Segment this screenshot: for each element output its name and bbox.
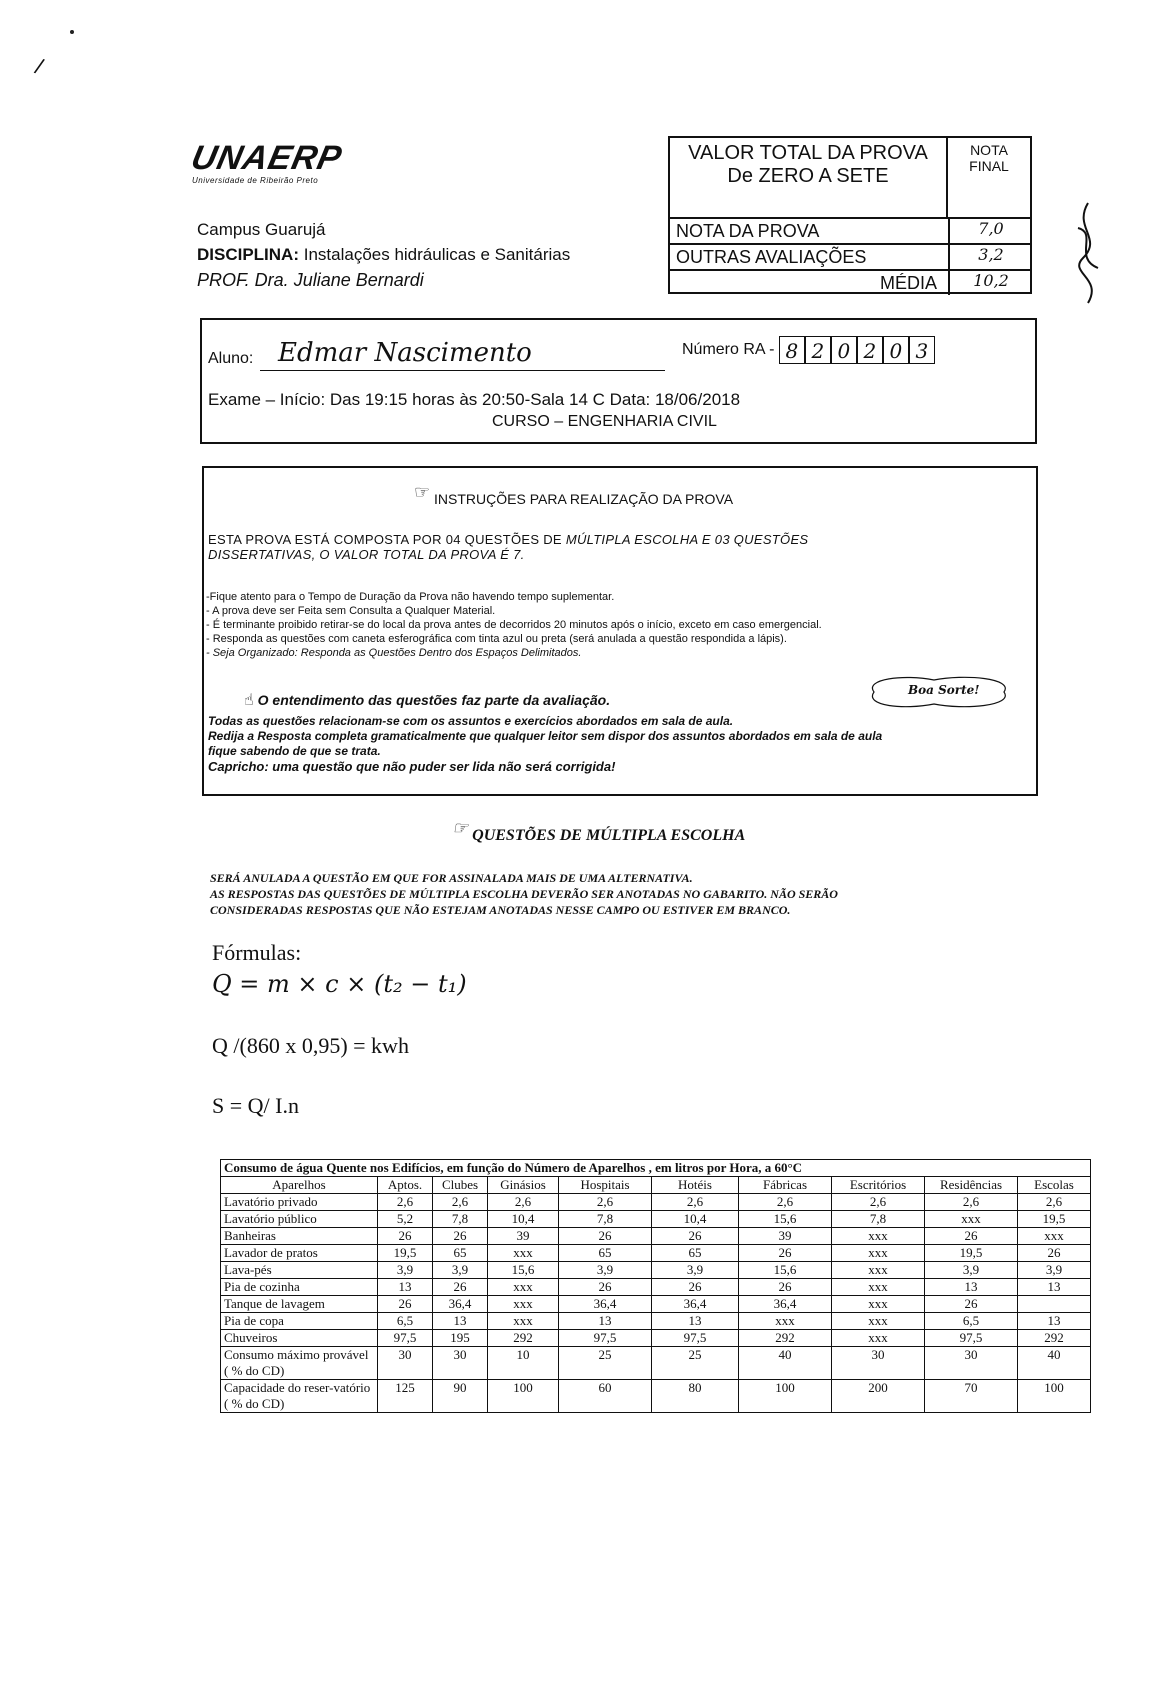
table-header-row (221, 1177, 1091, 1194)
value-cell: 30 (925, 1347, 1018, 1380)
pointing-hand-icon: ☞ (452, 818, 469, 838)
value-cell: xxx (488, 1245, 559, 1262)
table-header-cell: Escritórios (832, 1177, 925, 1194)
student-name-label: Aluno: (208, 350, 254, 367)
table-row (221, 1262, 1091, 1279)
ra-digit-box: 2 (857, 336, 883, 364)
value-cell: 13 (378, 1279, 433, 1296)
value-cell: 5,2 (378, 1211, 433, 1228)
value-cell: 292 (1018, 1330, 1091, 1347)
good-luck-cloud (864, 674, 1014, 710)
value-cell: xxx (488, 1313, 559, 1330)
table-row (221, 1228, 1091, 1245)
appliance-cell: Pia de cozinha (221, 1279, 378, 1296)
table-row (221, 1330, 1091, 1347)
total-value-line1: VALOR TOTAL DA PROVA (688, 142, 928, 164)
value-cell: 19,5 (378, 1245, 433, 1262)
ra-boxes (779, 339, 935, 363)
signature-scribble (1068, 198, 1108, 308)
ra-digit-box: 3 (909, 336, 935, 364)
appliance-cell: Capacidade do reser-vatório ( % do CD) (221, 1380, 378, 1413)
value-cell: 2,6 (925, 1194, 1018, 1211)
value-cell: 19,5 (1018, 1211, 1091, 1228)
mc-warning: CONSIDERADAS RESPOSTAS QUE NÃO ESTEJAM ANOTADAS NESSE CAMPO OU ESTIVER EM BRANCO. (210, 903, 791, 917)
value-cell: 26 (433, 1279, 488, 1296)
appliance-cell: Consumo máximo provável ( % do CD) (221, 1347, 378, 1380)
unaerp-logo (187, 139, 442, 195)
understanding-text: O entendimento das questões faz parte da avaliação. (257, 692, 611, 708)
value-cell: 7,8 (433, 1211, 488, 1228)
ra-field (682, 336, 935, 364)
value-cell (1018, 1296, 1091, 1313)
table-header-cell: Hospitais (559, 1177, 652, 1194)
value-cell: 39 (739, 1228, 832, 1245)
value-cell: 25 (559, 1347, 652, 1380)
final-grade-line2: FINAL (969, 158, 1009, 174)
rule-item: - Responda as questões com caneta esferográfica com tinta azul ou preta (será anulada a questão respondida a lápis). (206, 633, 787, 645)
appliance-cell: Lavatório privado (221, 1194, 378, 1211)
mc-warning: SERÁ ANULADA A QUESTÃO EM QUE FOR ASSINALADA MAIS DE UMA ALTERNATIVA. (210, 871, 693, 885)
value-cell: 70 (925, 1380, 1018, 1413)
value-cell: 15,6 (488, 1262, 559, 1279)
appliance-cell: Banheiras (221, 1228, 378, 1245)
value-cell: xxx (925, 1211, 1018, 1228)
other-assessments-label: OUTRAS AVALIAÇÕES (676, 247, 867, 267)
discipline-label: DISCIPLINA: (197, 245, 299, 264)
value-cell: 19,5 (925, 1245, 1018, 1262)
value-cell: 65 (652, 1245, 739, 1262)
value-cell: 6,5 (378, 1313, 433, 1330)
average-value: 10,2 (948, 271, 1032, 295)
ra-digit-box: 0 (831, 336, 857, 364)
value-cell: 3,9 (652, 1262, 739, 1279)
table-caption-row (221, 1160, 1091, 1177)
rule-item: - Seja Organizado: Responda as Questões Dentro dos Espaços Delimitados. (206, 647, 582, 659)
value-cell: 80 (652, 1380, 739, 1413)
value-cell: 10,4 (488, 1211, 559, 1228)
table-row (221, 1279, 1091, 1296)
discipline-line (197, 245, 570, 265)
value-cell: xxx (832, 1245, 925, 1262)
table-row (221, 1380, 1091, 1413)
value-cell: 100 (1018, 1380, 1091, 1413)
hot-water-consumption-table (220, 1159, 1091, 1413)
value-cell: xxx (832, 1262, 925, 1279)
table-row (221, 1245, 1091, 1262)
note-item: fique sabendo de que se trata. (208, 744, 381, 758)
value-cell: 292 (739, 1330, 832, 1347)
value-cell: 15,6 (739, 1262, 832, 1279)
value-cell: 3,9 (1018, 1262, 1091, 1279)
value-cell: xxx (832, 1296, 925, 1313)
course: CURSO – ENGENHARIA CIVIL (492, 413, 717, 430)
mc-warnings (210, 870, 1040, 918)
value-cell: 2,6 (832, 1194, 925, 1211)
value-cell: 97,5 (652, 1330, 739, 1347)
value-cell: 36,4 (433, 1296, 488, 1313)
value-cell: 25 (652, 1347, 739, 1380)
student-info-box (200, 318, 1037, 444)
total-value-line2: De ZERO A SETE (727, 165, 889, 187)
table-row (221, 1194, 1091, 1211)
table-row (221, 1296, 1091, 1313)
score-box (668, 136, 1032, 294)
table-header-cell: Aparelhos (221, 1177, 378, 1194)
instructions-title: INSTRUÇÕES PARA REALIZAÇÃO DA PROVA (434, 491, 734, 507)
value-cell: 26 (1018, 1245, 1091, 1262)
value-cell: 30 (832, 1347, 925, 1380)
value-cell: 3,9 (559, 1262, 652, 1279)
appliance-cell: Lavatório público (221, 1211, 378, 1228)
value-cell: 3,9 (378, 1262, 433, 1279)
understanding-line (244, 690, 610, 710)
appliance-cell: Chuveiros (221, 1330, 378, 1347)
value-cell: xxx (1018, 1228, 1091, 1245)
table-header-cell: Ginásios (488, 1177, 559, 1194)
final-grade-line1: NOTA (970, 142, 1008, 158)
appliance-cell: Pia de copa (221, 1313, 378, 1330)
table-row (221, 1347, 1091, 1380)
value-cell: 60 (559, 1380, 652, 1413)
scan-mark (70, 30, 74, 34)
value-cell: 292 (488, 1330, 559, 1347)
value-cell: 2,6 (433, 1194, 488, 1211)
value-cell: 13 (1018, 1313, 1091, 1330)
value-cell: 15,6 (739, 1211, 832, 1228)
instructions-box (202, 466, 1038, 796)
table-header-cell: Aptos. (378, 1177, 433, 1194)
value-cell: 26 (652, 1228, 739, 1245)
average-row (670, 271, 1030, 297)
value-cell: 26 (433, 1228, 488, 1245)
value-cell: 3,9 (925, 1262, 1018, 1279)
other-assessments-row (670, 245, 1030, 271)
formula-kwh: Q /(860 x 0,95) = kwh (212, 1033, 409, 1058)
student-name-field (208, 338, 688, 370)
value-cell: 97,5 (378, 1330, 433, 1347)
formulas-label: Fórmulas: (212, 940, 302, 965)
exam-grade-row (670, 219, 1030, 245)
value-cell: 65 (433, 1245, 488, 1262)
value-cell: 3,9 (433, 1262, 488, 1279)
value-cell: 13 (559, 1313, 652, 1330)
value-cell: 125 (378, 1380, 433, 1413)
value-cell: 2,6 (378, 1194, 433, 1211)
table-caption: Consumo de água Quente nos Edifícios, em função do Número de Aparelhos , em litros por Hora, a 60°C (221, 1160, 1091, 1177)
notes-list (208, 714, 1028, 774)
mc-title-line (452, 818, 746, 845)
value-cell: 90 (433, 1380, 488, 1413)
value-cell: 2,6 (652, 1194, 739, 1211)
average-label: MÉDIA (880, 273, 938, 293)
table-row (221, 1211, 1091, 1228)
mc-title: QUESTÕES DE MÚLTIPLA ESCOLHA (472, 827, 746, 844)
other-assessments-value: 3,2 (948, 245, 1032, 269)
table-header-cell: Residências (925, 1177, 1018, 1194)
value-cell: 36,4 (739, 1296, 832, 1313)
value-cell: 39 (488, 1228, 559, 1245)
value-cell: 7,8 (559, 1211, 652, 1228)
pen-mark: / (32, 53, 47, 80)
value-cell: 200 (832, 1380, 925, 1413)
value-cell: xxx (832, 1279, 925, 1296)
value-cell: xxx (739, 1313, 832, 1330)
total-value-cell (670, 138, 948, 219)
value-cell: xxx (488, 1279, 559, 1296)
hand-icon: ☝ (244, 692, 254, 709)
value-cell: 97,5 (925, 1330, 1018, 1347)
value-cell: 40 (1018, 1347, 1091, 1380)
value-cell: 26 (559, 1279, 652, 1296)
value-cell: 100 (488, 1380, 559, 1413)
value-cell: 195 (433, 1330, 488, 1347)
appliance-cell: Tanque de lavagem (221, 1296, 378, 1313)
exam-grade-label: NOTA DA PROVA (676, 221, 820, 241)
rule-item: - É terminante proibido retirar-se do local da prova antes de decorridos 20 minutos após o início, exceto em caso emergencial. (206, 619, 822, 631)
value-cell: xxx (832, 1228, 925, 1245)
value-cell: 26 (925, 1228, 1018, 1245)
value-cell: 36,4 (559, 1296, 652, 1313)
composition-a: ESTA PROVA ESTÁ COMPOSTA POR 04 QUESTÕES DE (208, 532, 562, 547)
value-cell: 13 (433, 1313, 488, 1330)
final-grade-cell (948, 138, 1030, 219)
note-item: Capricho: uma questão que não puder ser lida não será corrigida! (208, 759, 616, 774)
ra-label: Número RA - (682, 341, 775, 358)
composition-b: MÚLTIPLA ESCOLHA E 03 QUESTÕES (565, 532, 809, 547)
value-cell: 6,5 (925, 1313, 1018, 1330)
professor: PROF. Dra. Juliane Bernardi (197, 270, 424, 290)
value-cell: 26 (378, 1228, 433, 1245)
discipline: Instalações hidráulicas e Sanitárias (303, 245, 571, 264)
value-cell: 2,6 (559, 1194, 652, 1211)
ra-digit-box: 2 (805, 336, 831, 364)
value-cell: 36,4 (652, 1296, 739, 1313)
composition-c: DISSERTATIVAS, O VALOR TOTAL DA PROVA É 7. (208, 547, 525, 562)
exam-grade-value: 7,0 (948, 219, 1032, 243)
value-cell: xxx (832, 1313, 925, 1330)
value-cell: 13 (1018, 1279, 1091, 1296)
formula-area: S = Q/ I.n (212, 1093, 299, 1118)
logo-subtitle: Universidade de Ribeirão Preto (192, 176, 319, 185)
value-cell: 100 (739, 1380, 832, 1413)
value-cell: 13 (652, 1313, 739, 1330)
value-cell: 26 (739, 1245, 832, 1262)
ra-digit-box: 8 (779, 336, 805, 364)
table-header-cell: Fábricas (739, 1177, 832, 1194)
value-cell: 10,4 (652, 1211, 739, 1228)
campus: Campus Guarujá (197, 220, 326, 239)
note-item: Todas as questões relacionam-se com os assuntos e exercícios abordados em sala de aula. (208, 714, 734, 728)
value-cell: 26 (925, 1296, 1018, 1313)
value-cell: 10 (488, 1347, 559, 1380)
value-cell: 26 (652, 1279, 739, 1296)
good-luck-text: Boa Sorte! (908, 683, 980, 697)
value-cell: 7,8 (832, 1211, 925, 1228)
value-cell: 65 (559, 1245, 652, 1262)
pointing-hand-icon: ☞ (414, 482, 431, 502)
value-cell: 2,6 (488, 1194, 559, 1211)
rules-list (206, 590, 1026, 660)
logo-text: UNAERP (187, 139, 346, 177)
table-header-cell: Escolas (1018, 1177, 1091, 1194)
value-cell: 26 (559, 1228, 652, 1245)
exam-line: Exame – Início: Das 19:15 horas às 20:50-Sala 14 C Data: 18/06/2018 (208, 390, 741, 409)
value-cell: xxx (832, 1330, 925, 1347)
value-cell: 30 (433, 1347, 488, 1380)
note-item: Redija a Resposta completa gramaticalmente que qualquer leitor sem dispor dos assuntos abordados em sala de aula (208, 729, 883, 743)
composition-text (208, 532, 988, 562)
appliance-cell: Lavador de pratos (221, 1245, 378, 1262)
value-cell: 13 (925, 1279, 1018, 1296)
table-row (221, 1313, 1091, 1330)
value-cell: 30 (378, 1347, 433, 1380)
student-name: Edmar Nascimento (278, 338, 532, 368)
value-cell: 2,6 (739, 1194, 832, 1211)
mc-warning: AS RESPOSTAS DAS QUESTÕES DE MÚLTIPLA ESCOLHA DEVERÃO SER ANOTADAS NO GABARITO. NÃO SERÃO (210, 887, 838, 901)
table-header-cell: Hotéis (652, 1177, 739, 1194)
value-cell: 2,6 (1018, 1194, 1091, 1211)
ra-digit-box: 0 (883, 336, 909, 364)
appliance-cell: Lava-pés (221, 1262, 378, 1279)
rule-item: - A prova deve ser Feita sem Consulta a Qualquer Material. (206, 605, 496, 617)
formula-heat: Q = m × c × (t₂ − t₁) (212, 970, 467, 998)
table-header-cell: Clubes (433, 1177, 488, 1194)
value-cell: xxx (488, 1296, 559, 1313)
value-cell: 26 (378, 1296, 433, 1313)
instructions-title-line (414, 482, 734, 509)
rule-item: -Fique atento para o Tempo de Duração da Prova não havendo tempo suplementar. (206, 591, 615, 603)
value-cell: 26 (739, 1279, 832, 1296)
value-cell: 40 (739, 1347, 832, 1380)
value-cell: 97,5 (559, 1330, 652, 1347)
